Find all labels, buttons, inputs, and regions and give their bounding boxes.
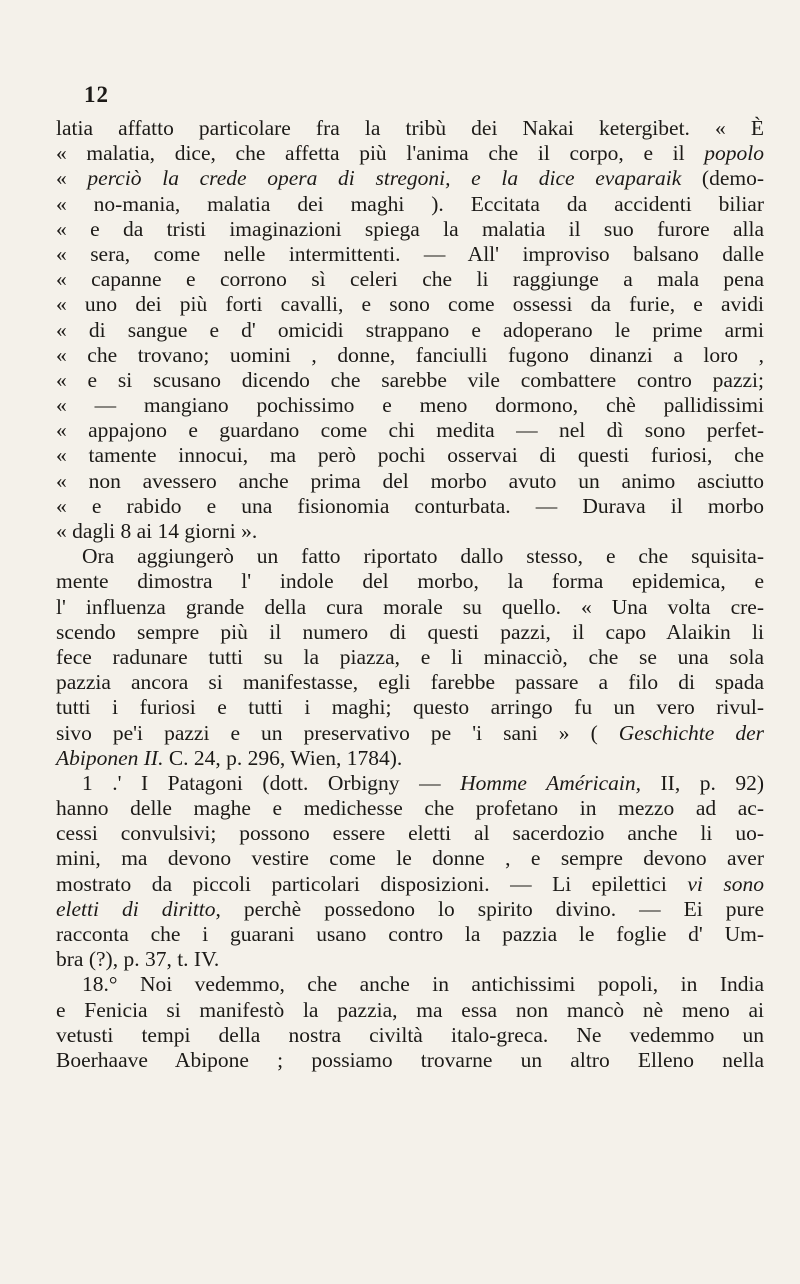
text-line (56, 469, 764, 494)
line-text: « e si scusano dicendo che sarebbe vile combattere contro pazzi; (56, 367, 764, 392)
text-line (56, 922, 764, 947)
line-text: « — mangiano pochissimo e meno dormono, chè pallidissimi (56, 393, 764, 418)
line-text: « e da tristi imaginazioni spiega la malatia il suo furore alla (56, 216, 764, 241)
line-text: tutti i furiosi e tutti i maghi; questo arringo fu un vero rivul- (56, 695, 764, 720)
text-line (56, 116, 764, 141)
text-line (56, 721, 764, 746)
line-text: Boerhaave Abipone ; possiamo trovarne un altro Elleno nella (56, 1047, 764, 1072)
line-text-after: II, p. 92) (641, 770, 765, 795)
line-text: « tamente innocui, ma però pochi osservai di questi furiosi, che (56, 443, 764, 468)
text-line (56, 418, 764, 443)
line-text: mente dimostra l' indole del morbo, la forma epidemica, e (56, 569, 764, 594)
line-text: « (56, 166, 88, 191)
text-line (56, 166, 764, 191)
line-text: latia affatto particolare fra la tribù dei Nakai ketergibet. « È (56, 116, 764, 140)
text-line (56, 292, 764, 317)
text-line (56, 569, 764, 594)
page-number: 12 (84, 82, 109, 107)
text-line (56, 695, 764, 720)
text-line (56, 972, 764, 997)
text-line (56, 192, 764, 217)
line-text: e Fenicia si manifestò la pazzia, ma essa non mancò nè meno ai (56, 997, 764, 1022)
text-line (56, 670, 764, 695)
line-text: 1 .' I Patagoni (dott. Orbigny — (82, 770, 461, 795)
text-line (56, 595, 764, 620)
line-text: cessi convulsivi; possono essere eletti al sacerdozio anche li uo- (56, 821, 764, 846)
line-text: « e rabido e una fisionomia conturbata. — Durava il morbo (56, 493, 764, 518)
text-line (56, 242, 764, 267)
text-line (56, 620, 764, 645)
text-line (56, 368, 764, 393)
text-line (56, 393, 764, 418)
text-line (56, 544, 764, 569)
line-text: « malatia, dice, che affetta più l'anima che il corpo, e il (56, 141, 705, 166)
text-line (56, 318, 764, 343)
text-line (56, 846, 764, 871)
line-text: « capanne e corrono sì celeri che li raggiunge a mala pena (56, 267, 764, 292)
text-line (56, 443, 764, 468)
line-text: scendo sempre più il numero di questi pazzi, il capo Alaikin li (56, 619, 764, 644)
line-text: mostrato da piccoli particolari disposizioni. — Li epilettici (56, 871, 688, 896)
text-line (56, 746, 764, 771)
italic-text: perciò la crede opera di stregoni, e la dice evaparaik (87, 166, 682, 191)
line-text: « che trovano; uomini , donne, fanciulli fugono dinanzi a loro , (56, 342, 764, 367)
line-text: « uno dei più forti cavalli, e sono come ossessi da furie, e avidi (56, 292, 764, 317)
body-text (56, 116, 764, 1073)
text-line (56, 645, 764, 670)
text-line (56, 998, 764, 1023)
line-text: « non avessero anche prima del morbo avuto un animo asciutto (56, 468, 764, 493)
line-text: l' influenza grande della cura morale su quello. « Una volta cre- (56, 594, 764, 619)
line-text: « dagli 8 ai 14 giorni ». (56, 519, 258, 543)
line-text: « sera, come nelle intermittenti. — All' improviso balsano dalle (56, 241, 764, 266)
text-line (56, 267, 764, 292)
text-line (56, 343, 764, 368)
text-line (56, 897, 764, 922)
italic-text: Homme Américain, (460, 770, 642, 795)
line-text: « appajono e guardano come chi medita — nel dì sono perfet- (56, 418, 764, 443)
italic-text: eletti di diritto (56, 896, 216, 921)
line-text: Ora aggiungerò un fatto riportato dallo stesso, e che squisita- (82, 544, 764, 569)
text-line (56, 771, 764, 796)
italic-text: Geschichte der (618, 720, 764, 745)
line-text: pazzia ancora si manifestasse, egli farebbe passare a filo di spada (56, 670, 764, 695)
text-line (56, 821, 764, 846)
line-text-after: , perchè possedono lo spirito divino. — Ei pure (215, 896, 764, 921)
text-line (56, 1023, 764, 1048)
line-text: « no-mania, malatia dei maghi ). Eccitata da accidenti biliar (56, 191, 764, 216)
line-text: racconta che i guarani usano contro la pazzia le foglie d' Um- (56, 922, 764, 946)
text-line (56, 519, 764, 544)
line-text: sivo pe'i pazzi e un preservativo pe 'i sani » ( (56, 720, 619, 745)
italic-text: popolo (704, 141, 764, 166)
line-text: « di sangue e d' omicidi strappano e adoperano le prime armi (56, 317, 764, 342)
line-text: fece radunare tutti su la piazza, e li minacciò, che se una sola (56, 644, 764, 669)
text-line (56, 217, 764, 242)
line-text: vetusti tempi della nostra civiltà italo-greca. Ne vedemmo un (56, 1022, 764, 1047)
line-text: bra (?), p. 37, t. IV. (56, 947, 220, 972)
italic-text: vi sono (687, 871, 764, 896)
text-line (56, 141, 764, 166)
text-line (56, 494, 764, 519)
line-text: 18.° Noi vedemmo, che anche in antichissimi popoli, in India (82, 972, 764, 997)
text-line (56, 872, 764, 897)
line-text: hanno delle maghe e medichesse che profetano in mezzo ad ac- (56, 796, 764, 821)
line-text: mini, ma devono vestire come le donne , e sempre devono aver (56, 846, 764, 871)
text-line (56, 796, 764, 821)
text-line (56, 947, 764, 972)
italic-text: Abiponen II. (56, 745, 164, 770)
text-line (56, 1048, 764, 1073)
line-text-after: C. 24, p. 296, Wien, 1784). (163, 745, 403, 770)
line-text-after: (demo- (681, 166, 764, 191)
